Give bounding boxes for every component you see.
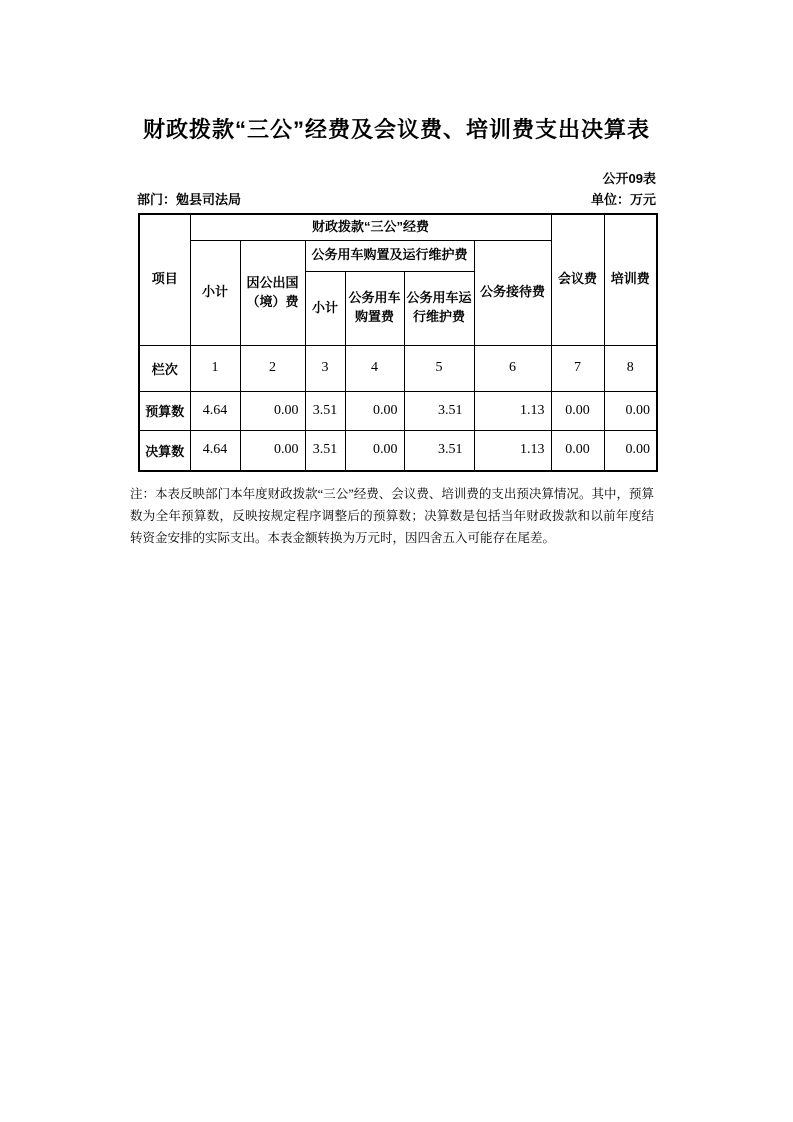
budget-value-cell: 0.00 [345,391,404,430]
expense-table [138,213,658,472]
meta-row [137,189,656,208]
th-training-fee: 培训费 [604,214,657,345]
budget-value-cell: 0.00 [551,391,604,430]
th-reception-fee: 公务接待费 [474,240,551,345]
budget-value-cell: 0.00 [240,391,305,430]
final-value-cell: 3.51 [404,430,474,471]
final-value-cell: 4.64 [190,430,240,471]
page-title: 财政拨款“三公”经费及会议费、培训费支出决算表 [142,117,650,142]
department-label: 部门：勉县司法局 [137,192,242,207]
th-abroad-fee: 因公出国（境）费 [240,240,305,345]
note-text: 注：本表反映部门本年度财政拨款“三公”经费、会议费、培训费的支出预决算情况。其中，预算数为全年预算数，反映按规定程序调整后的预算数；决算数是包括当年财政拨款和以前年度结转资金安排的实际支出。本表金额转换为万元时，因四舍五入可能存在尾差。 [130,487,654,545]
table-row-column-index [139,345,657,391]
final-value-cell: 3.51 [305,430,345,471]
column-index-cell: 5 [404,345,474,391]
final-value-cell: 0.00 [240,430,305,471]
row-label-final: 决算数 [139,430,190,471]
budget-value-cell: 1.13 [474,391,551,430]
final-value-cell: 1.13 [474,430,551,471]
final-value-cell: 0.00 [551,430,604,471]
column-index-cell: 1 [190,345,240,391]
column-index-cell: 2 [240,345,305,391]
budget-value-cell: 4.64 [190,391,240,430]
budget-value-cell: 3.51 [404,391,474,430]
th-subtotal: 小计 [190,240,240,345]
final-value-cell: 0.00 [604,430,657,471]
th-vehicle-purchase-fee: 公务用车购置费 [345,271,404,345]
th-sangong-group: 财政拨款“三公”经费 [190,214,551,240]
table-row-final [139,430,657,471]
budget-value-cell: 3.51 [305,391,345,430]
column-index-cell: 3 [305,345,345,391]
th-vehicle-group: 公务用车购置及运行维护费 [305,240,474,271]
table-code-label: 公开09表 [602,171,656,186]
budget-value-cell: 0.00 [604,391,657,430]
th-vehicle-subtotal: 小计 [305,271,345,345]
table-row-budget [139,391,657,430]
th-meeting-fee: 会议费 [551,214,604,345]
th-item: 项目 [139,214,190,345]
row-label-budget: 预算数 [139,391,190,430]
final-value-cell: 0.00 [345,430,404,471]
unit-label: 单位：万元 [590,192,656,207]
column-index-cell: 8 [604,345,657,391]
th-vehicle-maintenance-fee: 公务用车运行维护费 [404,271,474,345]
column-index-cell: 6 [474,345,551,391]
column-index-cell: 7 [551,345,604,391]
column-index-cell: 4 [345,345,404,391]
row-label-column-index: 栏次 [139,345,190,391]
